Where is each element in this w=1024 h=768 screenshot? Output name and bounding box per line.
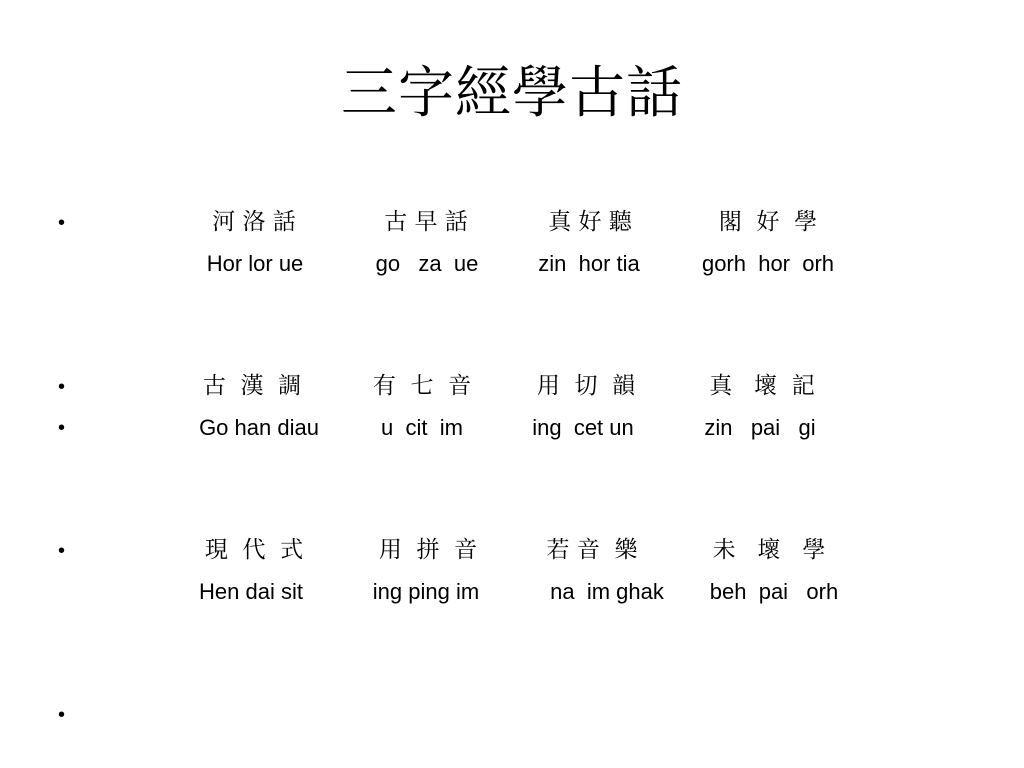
block-1-han-2: 古 早 話	[384, 209, 468, 235]
bullet-3: •	[58, 417, 66, 439]
block-2-han-1: 古 漢 調	[202, 373, 302, 399]
block-3-rom-1: Hen dai sit	[199, 579, 303, 604]
bullet-5: •	[58, 704, 66, 726]
bullet-4: •	[58, 540, 66, 562]
block-1-han-4: 閣 好 學	[718, 209, 818, 235]
slide-title: 三字經學古話	[341, 61, 683, 126]
block-2-han-3: 用 切 韻	[536, 373, 636, 399]
block-3-han-4: 未 壞 學	[712, 537, 826, 563]
block-2-rom-1: Go han diau	[199, 415, 319, 440]
block-1-rom-4: gorh hor orh	[701, 251, 835, 276]
block-3-han-3: 若 音 樂	[546, 537, 638, 563]
block-1-rom-3: zin hor tia	[538, 251, 640, 276]
block-3-rom-2: ing ping im	[372, 579, 480, 604]
bullet-1: •	[58, 212, 66, 234]
block-3-han-2: 用 拼 音	[378, 537, 478, 563]
block-2-han-2: 有 七 音	[372, 373, 472, 399]
block-3-rom-3: na im ghak	[550, 579, 664, 604]
block-1-han-1: 河 洛 話	[212, 209, 296, 235]
block-1-rom-2: go za ue	[375, 251, 479, 276]
bullet-2: •	[58, 376, 66, 398]
block-3-han-1: 現 代 式	[204, 537, 304, 563]
block-2-han-4: 真 壞 記	[709, 373, 815, 399]
block-1-han-3: 真 好 聽	[548, 209, 632, 235]
block-2-rom-2: u cit im	[381, 415, 463, 440]
block-3-rom-4: beh pai orh	[709, 579, 839, 604]
block-1-rom-1: Hor lor ue	[206, 251, 304, 276]
block-2-rom-3: ing cet un	[532, 415, 634, 440]
block-2-rom-4: zin pai gi	[704, 415, 816, 440]
